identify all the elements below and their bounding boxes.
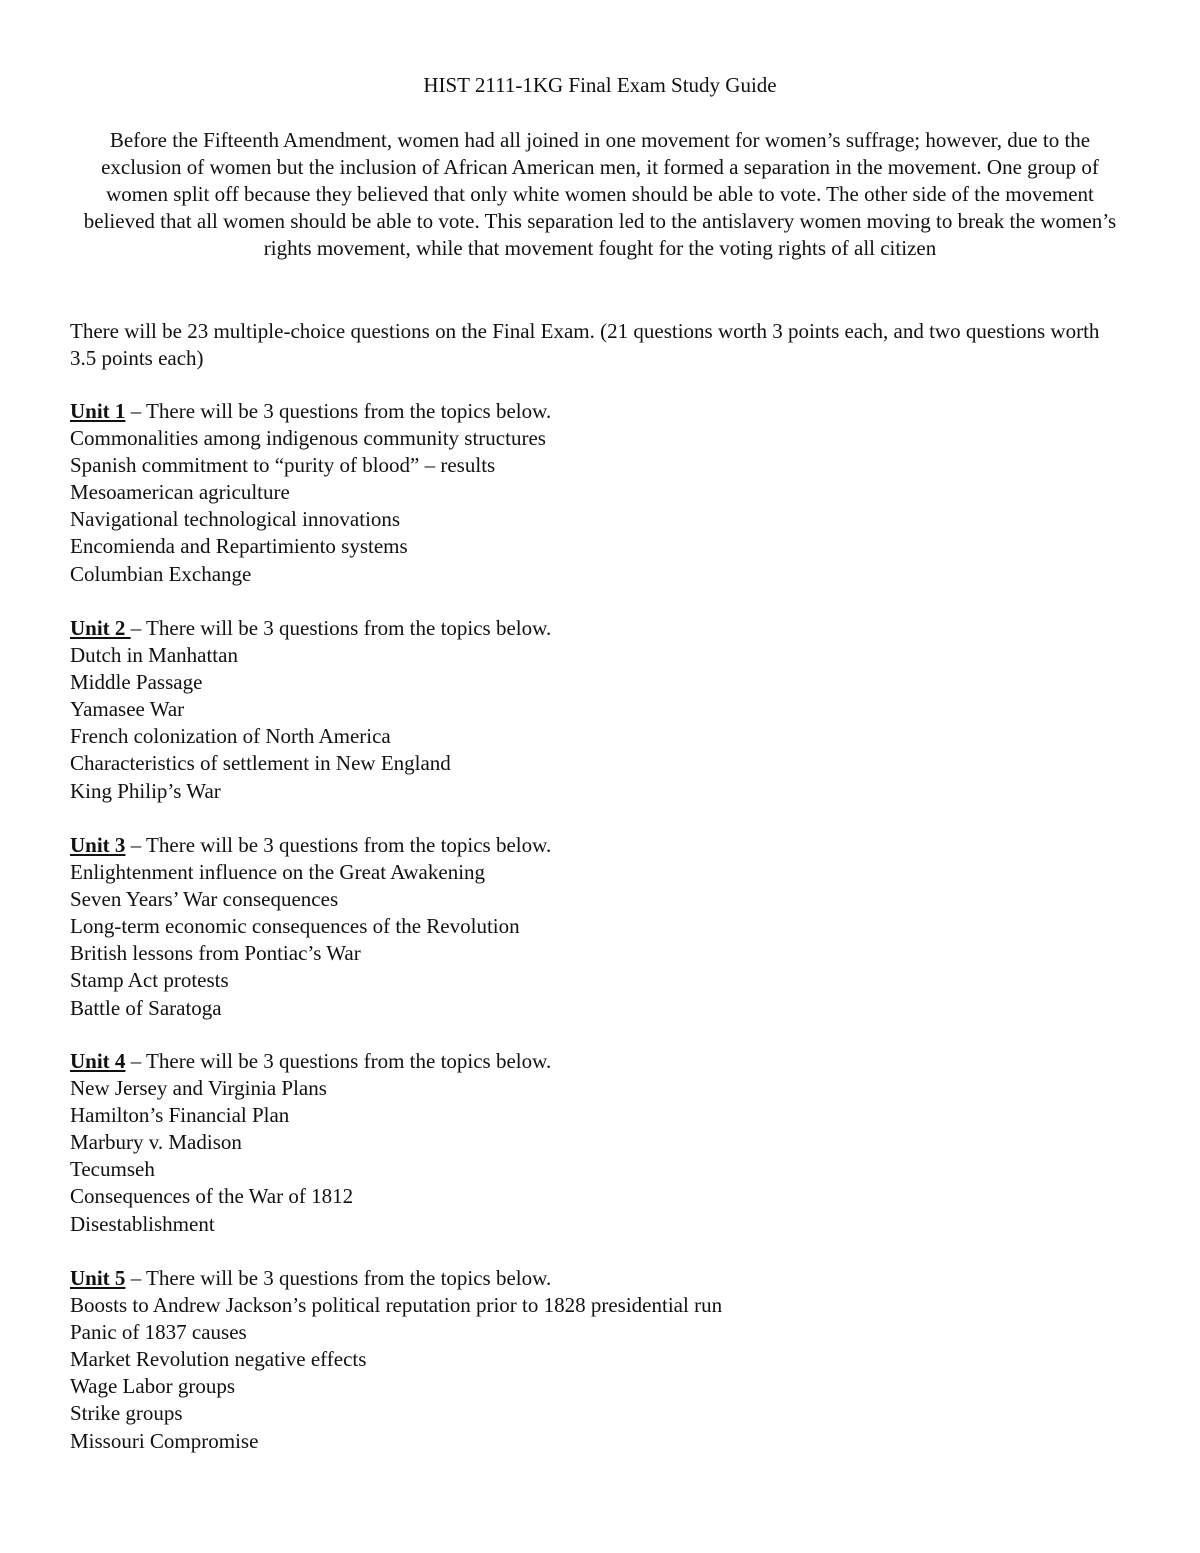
topic-item: Long-term economic consequences of the Revolution bbox=[70, 914, 520, 939]
topic-list bbox=[70, 1292, 1130, 1455]
topic-item: Missouri Compromise bbox=[70, 1428, 259, 1453]
topic-item: Hamilton’s Financial Plan bbox=[70, 1103, 290, 1128]
unit-description: – There will be 3 questions from the topics below. bbox=[125, 1049, 552, 1073]
topic-list bbox=[70, 425, 1130, 588]
unit-label: Unit 1 bbox=[70, 399, 126, 423]
topic-item: Battle of Saratoga bbox=[70, 995, 222, 1020]
topic-item: Wage Labor groups bbox=[70, 1374, 236, 1399]
topic-item: Commonalities among indigenous community structures bbox=[70, 426, 546, 451]
intro-paragraph: Before the Fifteenth Amendment, women had all joined in one movement for women’s suffrage; however, due to the exclusion of women but the inclusion of African American men, it formed a separation in the movement. One group of women split off because they believed that only white women should be able to vote. The other side of the movement believed that all women should be able to vote. This separation led to the antislavery women moving to break the women’s rights movement, while that movement fought for the voting rights of all citizen bbox=[83, 128, 1117, 260]
topic-item: Navigational technological innovations bbox=[70, 507, 401, 532]
unit-description: – There will be 3 questions from the topics below. bbox=[125, 833, 552, 857]
topic-item: New Jersey and Virginia Plans bbox=[70, 1076, 327, 1101]
topic-list bbox=[70, 642, 1130, 805]
unit-heading bbox=[70, 832, 1130, 859]
topic-item: Enlightenment influence on the Great Awakening bbox=[70, 860, 486, 885]
topic-item: Disestablishment bbox=[70, 1211, 215, 1236]
unit-label: Unit 5 bbox=[70, 1266, 126, 1290]
unit-section-5 bbox=[70, 1265, 1130, 1455]
topic-item: Spanish commitment to “purity of blood” – results bbox=[70, 453, 496, 478]
unit-description: – There will be 3 questions from the topics below. bbox=[125, 399, 552, 423]
topic-item: Seven Years’ War consequences bbox=[70, 887, 339, 912]
unit-description: – There will be 3 questions from the topics below. bbox=[125, 1266, 552, 1290]
topic-item: Yamasee War bbox=[70, 697, 185, 722]
topic-item: Panic of 1837 causes bbox=[70, 1320, 247, 1345]
topic-item: Consequences of the War of 1812 bbox=[70, 1184, 354, 1209]
unit-heading bbox=[70, 615, 1130, 642]
topic-item: Mesoamerican agriculture bbox=[70, 480, 290, 505]
topic-item: Encomienda and Repartimiento systems bbox=[70, 534, 408, 559]
topic-list bbox=[70, 859, 1130, 1022]
topic-item: Market Revolution negative effects bbox=[70, 1347, 367, 1372]
unit-heading bbox=[70, 1265, 1130, 1292]
unit-section-3 bbox=[70, 832, 1130, 1022]
unit-description: – There will be 3 questions from the topics below. bbox=[130, 616, 552, 640]
unit-section-1 bbox=[70, 398, 1130, 588]
topic-item: Stamp Act protests bbox=[70, 968, 229, 993]
topic-item: Tecumseh bbox=[70, 1157, 155, 1182]
topic-item: Boosts to Andrew Jackson’s political reputation prior to 1828 presidential run bbox=[70, 1293, 723, 1318]
topic-item: Marbury v. Madison bbox=[70, 1130, 242, 1155]
topic-item: French colonization of North America bbox=[70, 724, 391, 749]
topic-item: Strike groups bbox=[70, 1401, 183, 1426]
unit-label: Unit 4 bbox=[70, 1049, 126, 1073]
unit-heading bbox=[70, 1048, 1130, 1075]
topic-list bbox=[70, 1075, 1130, 1238]
unit-label: Unit 3 bbox=[70, 833, 126, 857]
unit-section-4 bbox=[70, 1048, 1130, 1238]
unit-heading bbox=[70, 398, 1130, 425]
topic-item: Middle Passage bbox=[70, 670, 203, 695]
exam-info-paragraph: There will be 23 multiple-choice questions on the Final Exam. (21 questions worth 3 points each, and two questions worth 3.5 points each) bbox=[70, 319, 1100, 370]
document-title: HIST 2111-1KG Final Exam Study Guide bbox=[423, 73, 777, 97]
unit-section-2 bbox=[70, 615, 1130, 805]
topic-item: British lessons from Pontiac’s War bbox=[70, 941, 361, 966]
topic-item: Characteristics of settlement in New England bbox=[70, 751, 451, 776]
unit-label: Unit 2 bbox=[70, 616, 131, 640]
topic-item: King Philip’s War bbox=[70, 778, 221, 803]
topic-item: Dutch in Manhattan bbox=[70, 643, 238, 668]
topic-item: Columbian Exchange bbox=[70, 561, 252, 586]
